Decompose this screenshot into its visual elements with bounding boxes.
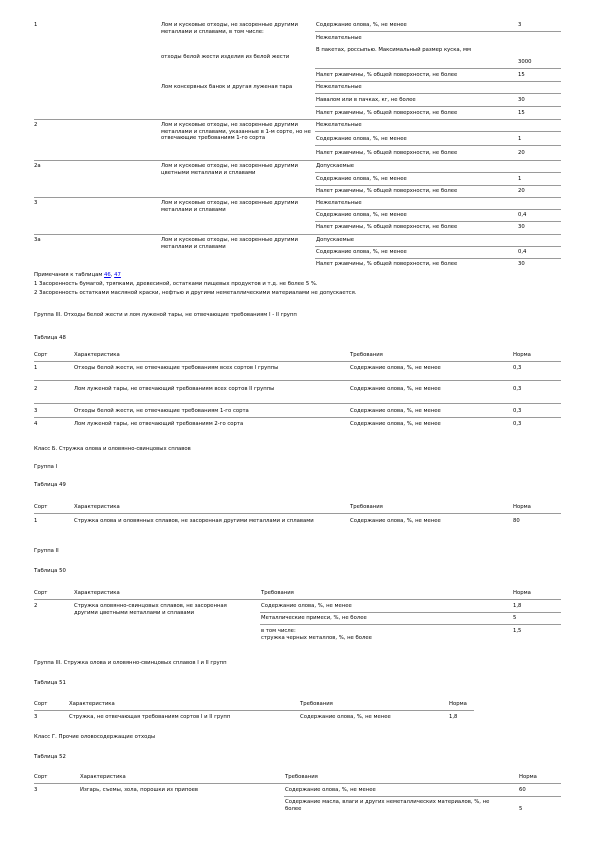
row-divider <box>260 612 561 613</box>
norm-cell: 60 <box>519 787 526 793</box>
row-divider <box>315 131 561 132</box>
requirement-cell: в том числе: <box>261 628 296 634</box>
requirement-cell: Налет ржавчины, % общей поверхности, не более <box>316 188 458 194</box>
norm-cell: 0,3 <box>513 386 522 392</box>
row-divider <box>260 624 561 625</box>
requirement-cell: Содержание олова, %, не менее <box>316 136 407 142</box>
norm-cell: 1 <box>518 136 522 142</box>
requirement-cell: Налет ржавчины, % общей поверхности, не более <box>316 110 458 116</box>
requirement-cell: Содержание олова, %, не менее <box>261 603 352 609</box>
notes-prefix: Примечания к таблицам <box>34 272 103 278</box>
header-divider <box>34 513 561 514</box>
row-divider <box>34 403 561 404</box>
note-1: 1 Засоренность бумагой, тряпками, древесиной, остатками пищевых продуктов и т.д. не более 5 %. <box>34 281 318 287</box>
norm-cell: 0,4 <box>518 249 527 255</box>
norm-cell: 5 <box>513 615 517 621</box>
section-heading: Класс Г. Прочие оловосодержащие отходы <box>34 734 156 740</box>
row-divider <box>315 93 561 94</box>
header-divider <box>34 783 561 784</box>
requirement-cell: стружка черных металлов, %, не более <box>261 635 372 641</box>
norm-cell: 30 <box>518 224 525 230</box>
characteristic-cell: Лом и кусковые отходы, не засоренные другими металлами и сплавами <box>161 200 298 213</box>
norm-cell: 80 <box>513 518 520 524</box>
row-divider <box>284 796 561 797</box>
row-divider <box>315 258 561 259</box>
requirement-cell: В пакетах, россыпью. Максимальный размер куска, мм <box>316 47 472 53</box>
norm-cell: 0,3 <box>513 365 522 371</box>
characteristic-cell: Лом луженой тары, не отвечающий требованиям всех сортов II группы <box>74 386 275 392</box>
characteristic-cell: Лом консервных банок и другая луженая тара <box>161 84 293 90</box>
table-caption: Таблица 49 <box>34 482 66 488</box>
requirement-cell: Содержание олова, %, не менее <box>316 212 407 218</box>
table-caption: Таблица 50 <box>34 568 66 574</box>
characteristic-cell: Стружка, не отвечающая требованиям сортов I и II групп <box>69 714 231 720</box>
header-divider <box>34 361 561 362</box>
row-divider <box>315 106 561 107</box>
requirement-cell: Содержание олова, %, не менее <box>350 518 441 524</box>
characteristic-cell: Отходы белой жести, не отвечающие требованиям всех сортов I группы <box>74 365 279 371</box>
header-norm: Норма <box>513 504 531 510</box>
requirement-cell: Металлические примеси, %, не более <box>261 615 367 621</box>
table-46-link[interactable]: 46 <box>104 272 111 278</box>
row-divider <box>34 417 561 418</box>
header-sort: Сорт <box>34 774 48 780</box>
header-requirement: Требования <box>261 590 294 596</box>
norm-cell: 3 <box>518 22 522 28</box>
table-caption: Таблица 48 <box>34 335 66 341</box>
norm-cell: 5 <box>519 806 523 812</box>
requirement-cell: Содержание олова, %, не менее <box>316 22 407 28</box>
requirement-cell: Нежелательные <box>316 122 362 128</box>
sort-cell: 1 <box>34 518 38 524</box>
requirement-cell: Налет ржавчины, % общей поверхности, не более <box>316 224 458 230</box>
row-divider <box>34 160 561 161</box>
header-characteristic: Характеристика <box>74 504 120 510</box>
row-divider <box>34 197 561 198</box>
characteristic-cell: Лом и кусковые отходы, не засоренные другими металлами и сплавами <box>161 237 298 250</box>
sort-cell: 3a <box>34 237 41 243</box>
requirement-cell: Нежелательные <box>316 84 362 90</box>
norm-cell: 30 <box>518 97 525 103</box>
requirement-cell: Налет ржавчины, % общей поверхности, не более <box>316 72 458 78</box>
header-sort: Сорт <box>34 590 48 596</box>
requirement-cell: Содержание олова, %, не менее <box>350 386 441 392</box>
sort-cell: 3 <box>34 200 38 206</box>
norm-cell: 3000 <box>518 59 532 65</box>
sort-cell: 3 <box>34 714 38 720</box>
norm-cell: 20 <box>518 150 525 156</box>
requirement-cell: Нежелательные <box>316 35 362 41</box>
row-divider <box>34 119 561 120</box>
header-characteristic: Характеристика <box>74 352 120 358</box>
header-sort: Сорт <box>34 701 48 707</box>
requirement-cell: Содержание олова, %, не менее <box>300 714 391 720</box>
requirement-cell: Содержание масла, влаги и других неметаллических материалов, %, не более <box>285 799 490 812</box>
group-heading: Группа I <box>34 464 58 470</box>
requirement-cell: Содержание олова, %, не менее <box>350 365 441 371</box>
sort-cell: 3 <box>34 787 38 793</box>
characteristic-cell: Стружка оловянно-свинцовых сплавов, не засоренная другими цветными металлами и сплавами <box>74 603 227 616</box>
header-norm: Норма <box>513 590 531 596</box>
norm-cell: 0,3 <box>513 421 522 427</box>
norm-cell: 1,8 <box>513 603 522 609</box>
sort-cell: 4 <box>34 421 38 427</box>
group-heading: Группа II <box>34 548 59 554</box>
header-norm: Норма <box>449 701 467 707</box>
table-caption: Таблица 51 <box>34 680 66 686</box>
characteristic-cell: Лом и кусковые отходы, не засоренные другими металлами и сплавами, в том числе: <box>161 22 298 35</box>
characteristic-cell: отходы белой жести изделия из белой жести <box>161 54 290 60</box>
requirement-cell: Налет ржавчины, % общей поверхности, не более <box>316 261 458 267</box>
norm-cell: 1 <box>518 176 522 182</box>
characteristic-cell: Отходы белой жести, не отвечающие требованиям 1-го сорта <box>74 408 249 414</box>
requirement-cell: Нежелательные <box>316 200 362 206</box>
notes-heading <box>34 272 121 279</box>
header-divider <box>34 710 474 711</box>
characteristic-cell: Лом и кусковые отходы, не засоренные другими металлами и сплавами, указанные в 1-м сорте, но не отвечающие требованиям 1-го сорта <box>161 122 311 141</box>
sort-cell: 2 <box>34 603 38 609</box>
group-heading: Группа III. Стружка олова и оловянно-свинцовых сплавов I и II групп <box>34 660 227 666</box>
characteristic-cell: Изгарь, съемы, зола, порошки из припоев <box>80 787 198 793</box>
row-divider <box>315 246 561 247</box>
norm-cell: 0,3 <box>513 408 522 414</box>
row-divider <box>315 209 561 210</box>
row-divider <box>34 234 561 235</box>
norm-cell: 20 <box>518 188 525 194</box>
header-divider <box>34 599 561 600</box>
header-requirement: Требования <box>350 504 383 510</box>
requirement-cell: Навалом или в пачках, кг, не более <box>316 97 416 103</box>
requirement-cell: Содержание олова, %, не менее <box>316 249 407 255</box>
header-norm: Норма <box>513 352 531 358</box>
characteristic-cell: Лом и кусковые отходы, не засоренные другими цветными металлами и сплавами <box>161 163 298 176</box>
row-divider <box>315 221 561 222</box>
header-requirement: Требования <box>285 774 318 780</box>
sort-cell: 2 <box>34 122 38 128</box>
header-characteristic: Характеристика <box>80 774 126 780</box>
characteristic-cell: Стружка олова и оловянных сплавов, не засоренная другими металлами и сплавами <box>74 518 314 524</box>
row-divider <box>315 185 561 186</box>
table-47-link[interactable]: 47 <box>114 272 121 278</box>
header-requirement: Требования <box>300 701 333 707</box>
requirement-cell: Содержание олова, %, не менее <box>285 787 376 793</box>
characteristic-cell: Лом луженой тары, не отвечающий требованиям 2-го сорта <box>74 421 244 427</box>
sort-cell: 1 <box>34 22 38 28</box>
norm-cell: 15 <box>518 110 525 116</box>
norm-cell: 15 <box>518 72 525 78</box>
requirement-cell: Содержание олова, %, не менее <box>316 176 407 182</box>
note-2: 2 Засоренность остатками масляной краски, нефтью и другими неметаллическими материалами не допускается. <box>34 290 357 296</box>
norm-cell: 1,5 <box>513 628 522 634</box>
row-divider <box>315 68 561 69</box>
header-sort: Сорт <box>34 504 48 510</box>
section-heading: Класс Б. Стружка олова и оловянно-свинцовых сплавов <box>34 446 191 452</box>
row-divider <box>34 380 561 381</box>
sort-cell: 3 <box>34 408 38 414</box>
section-heading: Группа III. Отходы белой жести и лом луженой тары, не отвечающие требованиям I - II групп <box>34 312 297 318</box>
notes-separator: , <box>110 272 113 278</box>
header-characteristic: Характеристика <box>74 590 120 596</box>
sort-cell: 1 <box>34 365 38 371</box>
header-requirement: Требования <box>350 352 383 358</box>
table-caption: Таблица 52 <box>34 754 66 760</box>
requirement-cell: Содержание олова, %, не менее <box>350 421 441 427</box>
sort-cell: 2a <box>34 163 41 169</box>
sort-cell: 2 <box>34 386 38 392</box>
row-divider <box>315 172 561 173</box>
norm-cell: 0,4 <box>518 212 527 218</box>
header-characteristic: Характеристика <box>69 701 115 707</box>
header-sort: Сорт <box>34 352 48 358</box>
row-divider <box>315 145 561 146</box>
norm-cell: 30 <box>518 261 525 267</box>
requirement-cell: Содержание олова, %, не менее <box>350 408 441 414</box>
norm-cell: 1,8 <box>449 714 458 720</box>
requirement-cell: Налет ржавчины, % общей поверхности, не более <box>316 150 458 156</box>
requirement-cell: Допускаемые <box>316 163 355 169</box>
row-divider <box>315 81 561 82</box>
requirement-cell: Допускаемые <box>316 237 355 243</box>
row-divider <box>315 31 561 32</box>
header-norm: Норма <box>519 774 537 780</box>
